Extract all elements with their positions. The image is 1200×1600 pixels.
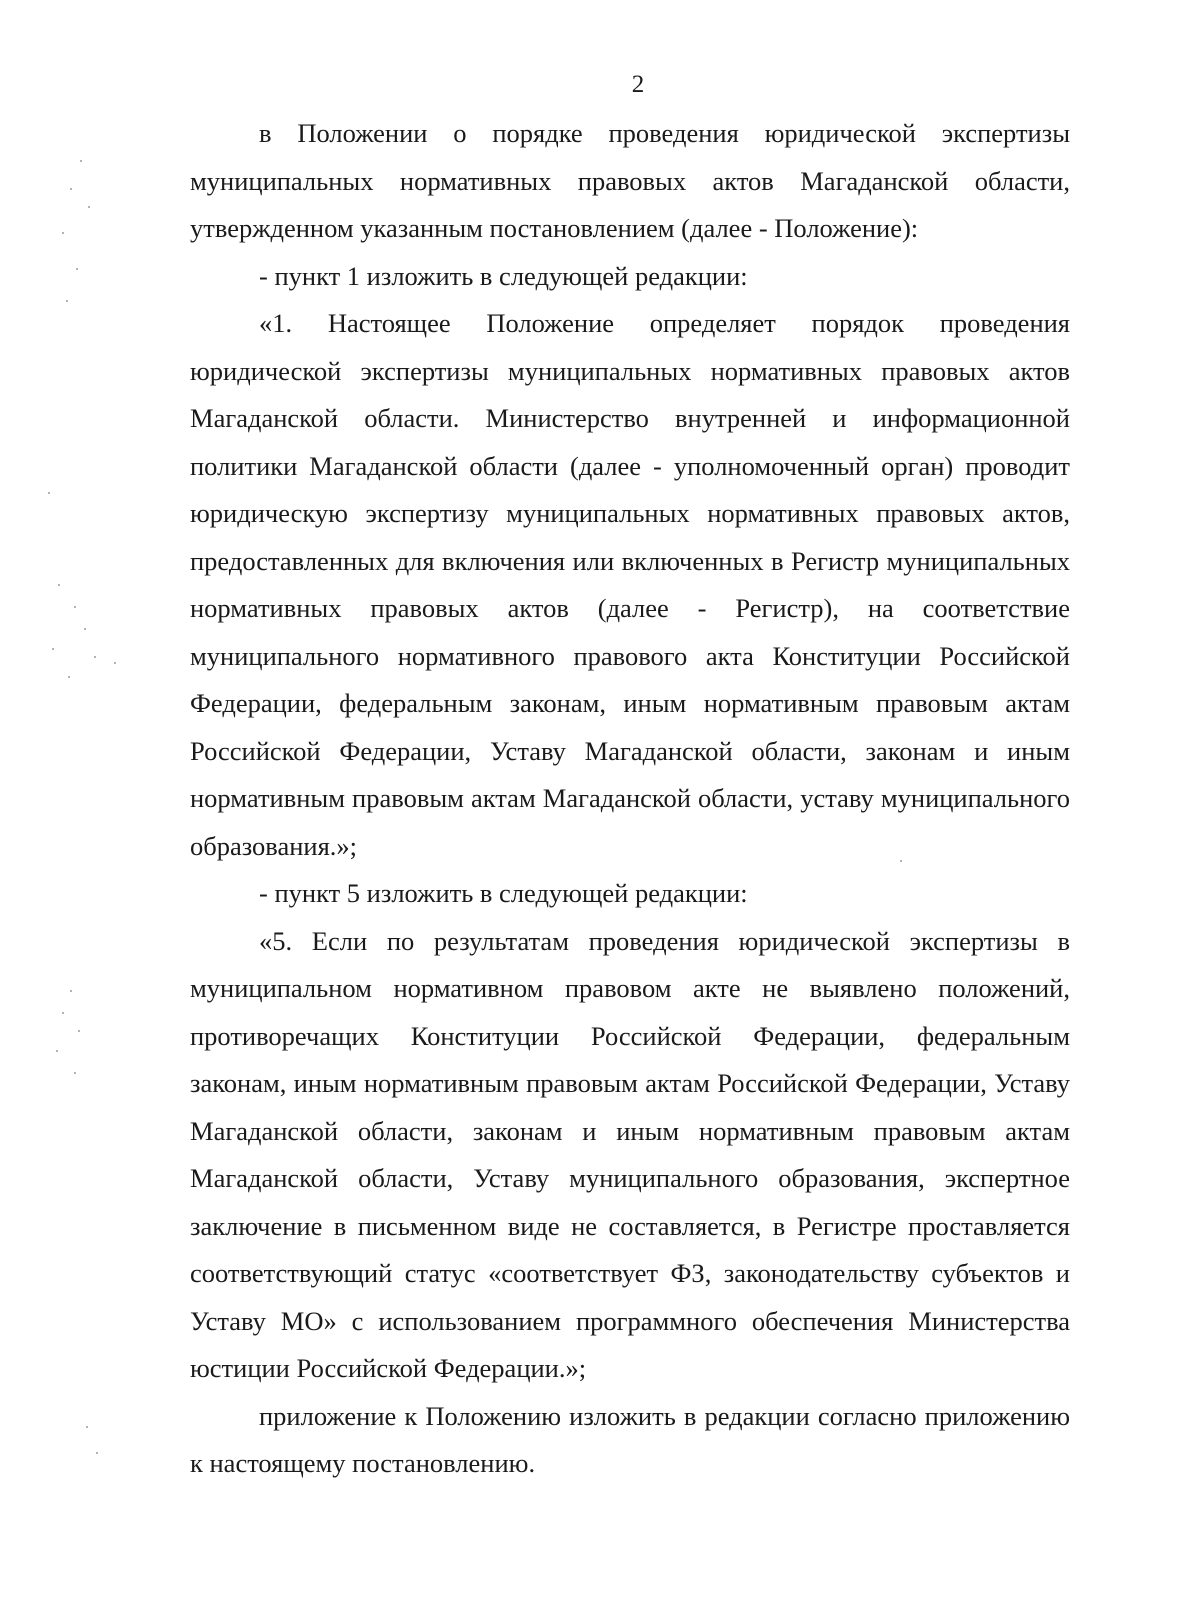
paragraph-appendix: приложение к Положению изложить в редакции согласно приложению к настоящему постановлению. — [190, 1400, 1070, 1478]
scan-speck — [48, 492, 50, 494]
document-body — [190, 110, 1070, 1488]
paragraph-item5-text: «5. Если по результатам проведения юридической экспертизы в муниципальном нормативном правовом акте не выявлено положений, противоречащих Конституции Российской Федерации, федеральным законам, иным нормативным правовым актам Российской Федерации, Уставу Магаданской области, законам и иным нормативным правовым актам Магаданской области, Уставу муниципального образования, экспертное заключение в письменном виде не составляется, в Регистре проставляется соответствующий статус «соответствует ФЗ, законодательству субъектов и Уставу МО» с использованием программного обеспечения Министерства юстиции Российской Федерации.»; — [190, 925, 1070, 1383]
scan-speck — [86, 1426, 88, 1428]
scan-speck — [62, 232, 64, 234]
scan-speck — [80, 160, 82, 162]
paragraph-item1-lead: - пункт 1 изложить в следующей редакции: — [259, 260, 748, 291]
scan-speck — [88, 206, 90, 208]
scan-speck — [70, 188, 72, 190]
scan-speck — [78, 1030, 80, 1032]
scan-speck — [96, 1452, 98, 1454]
scan-speck — [74, 606, 76, 608]
scan-speck — [114, 662, 116, 664]
scan-speck — [52, 648, 54, 650]
paragraph-item5-lead: - пункт 5 изложить в следующей редакции: — [259, 878, 748, 908]
scan-speck — [58, 584, 60, 586]
paragraph-item1-text: «1. Настоящее Положение определяет порядок проведения юридической экспертизы муниципальных нормативных правовых актов Магаданской области. Министерство внутренней и информационной политики Магаданской области (далее - уполномоченный орган) проводит юридическую экспертизу муниципальных нормативных правовых актов, предоставленных для включения или включенных в Регистр муниципальных нормативных правовых актов (далее - Регистр), на соответствие муниципального нормативного правового акта Конституции Российской Федерации, федеральным законам, иным нормативным правовым актам Российской Федерации, Уставу Магаданской области, законам и иным нормативным правовым актам Магаданской области, уставу муниципального образования.»; — [190, 308, 1070, 861]
scan-speck — [94, 656, 96, 658]
scan-speck — [900, 860, 902, 862]
scan-speck — [66, 300, 68, 302]
scan-speck — [76, 268, 78, 270]
scan-speck — [70, 990, 72, 992]
scan-speck — [74, 1072, 76, 1074]
scan-speck — [84, 628, 86, 630]
paragraph-intro: в Положении о порядке проведения юридической экспертизы муниципальных нормативных правовых актов Магаданской области, утвержденном указанным постановлением (далее - Положение): — [190, 118, 1070, 243]
scan-speck — [68, 676, 70, 678]
page-number: 2 — [631, 71, 645, 98]
scan-speck — [62, 1012, 64, 1014]
scan-speck — [56, 1050, 58, 1052]
